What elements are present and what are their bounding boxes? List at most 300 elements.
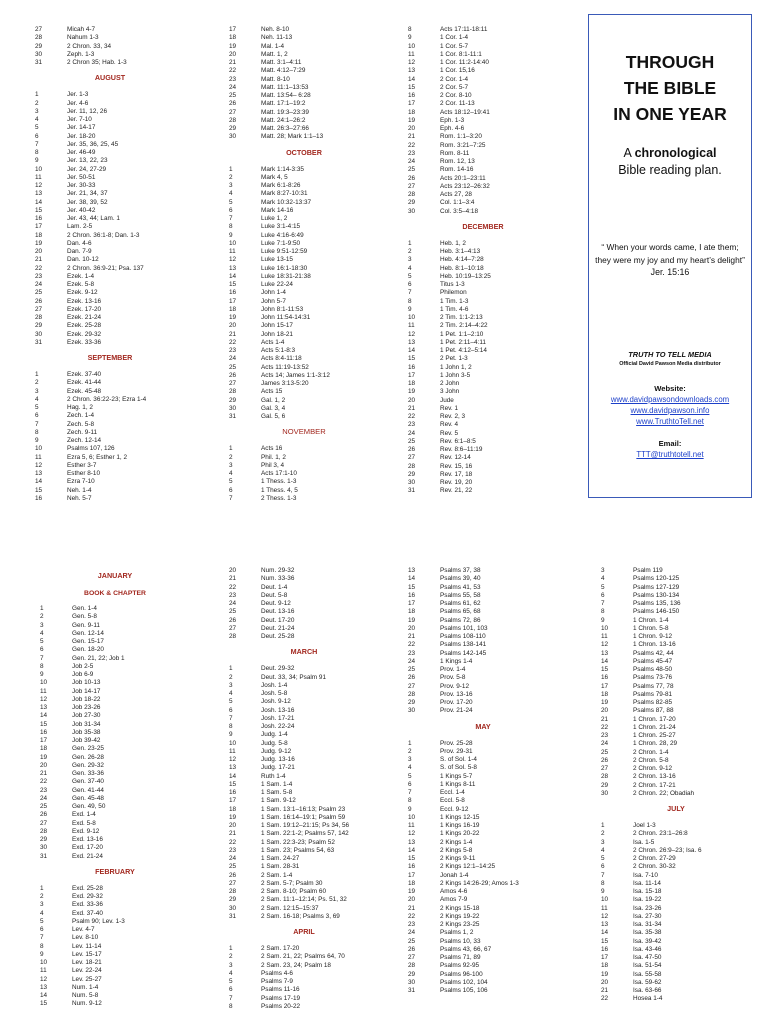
reading-passage: S. of Sol. 1-4	[440, 756, 477, 763]
reading-row	[229, 905, 379, 913]
day-number: 25	[229, 92, 237, 99]
day-number: 4	[408, 764, 412, 772]
reading-passage: Zech. 12-14	[67, 437, 102, 444]
reading-row	[229, 322, 379, 330]
day-number: 23	[229, 75, 237, 83]
reading-row	[229, 806, 379, 814]
reading-passage: Jonah 1-4	[440, 871, 469, 879]
reading-passage: Lev. 25-27	[72, 975, 102, 983]
reading-row	[40, 630, 190, 638]
day-number: 18	[408, 879, 416, 887]
month-heading: JANUARY	[97, 571, 133, 580]
reading-row	[35, 256, 185, 264]
day-number: 3	[40, 901, 44, 909]
reading-row	[408, 397, 558, 405]
day-number: 2	[229, 453, 233, 461]
title-line: IN ONE YEAR	[613, 104, 727, 124]
reading-passage: Job 14-17	[72, 687, 101, 695]
reading-passage: Judg. 9-12	[261, 747, 292, 755]
reading-row	[408, 575, 558, 583]
reading-passage: Lev. 15-17	[72, 950, 102, 958]
reading-row	[229, 248, 379, 256]
reading-row	[229, 567, 379, 575]
reading-row	[40, 688, 190, 696]
day-number: 2	[408, 248, 412, 255]
reading-passage: Jer. 43, 44; Lam. 1	[67, 215, 120, 222]
reading-passage: Isa. 23-26	[633, 904, 662, 912]
day-number: 17	[408, 871, 416, 879]
day-number: 22	[40, 778, 48, 786]
day-number: 20	[229, 322, 237, 330]
day-number: 1	[40, 605, 44, 612]
reading-passage: Hosea 1-4	[633, 995, 663, 1003]
reading-row	[408, 84, 558, 92]
day-number: 1	[229, 445, 233, 453]
reading-row	[35, 248, 185, 256]
day-number: 27	[229, 879, 237, 887]
reading-passage: Eph. 4-6	[440, 125, 465, 132]
reading-passage: Prov. 5-8	[440, 674, 466, 682]
reading-passage: Lev. 4-7	[72, 926, 95, 933]
day-number: 9	[601, 888, 605, 895]
day-number: 19	[229, 42, 237, 50]
reading-row	[408, 666, 558, 674]
day-number: 11	[408, 322, 415, 330]
reading-row	[601, 724, 751, 732]
reading-passage: Zech. 9-11	[67, 428, 98, 436]
column-jun-jul	[601, 567, 751, 1004]
reading-passage: Deut. 13-16	[261, 608, 295, 616]
day-number: 23	[229, 591, 237, 599]
reading-row	[35, 454, 185, 462]
day-number: 20	[229, 822, 237, 829]
reading-row	[601, 567, 751, 575]
reading-passage: Gen. 1-4	[72, 605, 97, 612]
reading-row	[601, 716, 751, 724]
reading-row	[408, 183, 558, 191]
reading-row	[35, 124, 185, 132]
day-number: 15	[408, 583, 416, 591]
reading-row	[40, 901, 190, 909]
reading-passage: 1 Kings 5-7	[440, 772, 473, 780]
reading-passage: Psalms 61, 62	[440, 600, 481, 607]
reading-passage: Gen. 26-28	[72, 753, 104, 761]
reading-row	[408, 51, 558, 59]
day-number: 30	[408, 707, 416, 715]
reading-row	[601, 707, 751, 715]
day-number: 25	[408, 937, 416, 945]
reading-row	[408, 913, 558, 921]
day-number: 31	[408, 487, 416, 495]
day-number: 27	[408, 954, 416, 961]
reading-passage: 2 Chron. 36:9-21; Psa. 137	[67, 264, 144, 272]
reading-row	[35, 59, 185, 67]
day-number: 8	[40, 942, 44, 950]
month-heading: AUGUST	[94, 73, 126, 83]
day-number: 19	[229, 813, 237, 821]
day-number: 10	[35, 445, 43, 453]
reading-passage: Exd. 37-40	[72, 909, 103, 917]
reading-passage: Prov. 29-31	[440, 747, 473, 755]
website-link[interactable]: www.davidpawsondownloads.com	[610, 395, 730, 404]
reading-row	[408, 479, 558, 487]
reading-row	[229, 232, 379, 240]
day-number: 6	[229, 986, 233, 994]
day-number: 15	[229, 281, 237, 288]
reading-passage: Acts 17:1-10	[261, 470, 297, 477]
reading-row	[229, 863, 379, 871]
day-number: 26	[601, 756, 609, 764]
day-number: 16	[601, 945, 609, 953]
day-number: 28	[408, 962, 416, 970]
reading-row	[35, 26, 185, 34]
reading-passage: Rom. 3:21–7:25	[440, 141, 486, 149]
column-sep-nov	[229, 26, 379, 503]
reading-passage: Acts 14; James 1:1-3:12	[261, 371, 330, 379]
reading-row	[35, 470, 185, 478]
reading-passage: Phil 3, 4	[261, 461, 285, 469]
reading-row	[601, 872, 751, 880]
day-number: 27	[35, 26, 43, 33]
day-number: 29	[229, 125, 237, 132]
day-number: 25	[40, 803, 48, 810]
reading-passage: 1 Sam. 9-12	[261, 797, 296, 805]
reading-row	[35, 289, 185, 297]
reading-row	[601, 896, 751, 904]
reading-row	[35, 273, 185, 281]
day-number: 5	[40, 638, 44, 645]
reading-passage: Ezra 5, 6; Esther 1, 2	[67, 453, 128, 461]
day-number: 11	[40, 687, 47, 695]
day-number: 12	[408, 330, 416, 338]
reading-row	[229, 190, 379, 198]
day-number: 24	[408, 657, 416, 665]
reading-passage: 2 Chron. 30-32	[633, 863, 676, 871]
reading-passage: 1 Cor. 1-4	[440, 34, 469, 42]
day-number: 18	[40, 745, 48, 753]
reading-row	[601, 666, 751, 674]
day-number: 29	[601, 781, 609, 789]
day-number: 14	[35, 198, 43, 206]
day-number: 10	[601, 624, 609, 632]
reading-row	[229, 913, 379, 921]
day-number: 12	[40, 695, 48, 703]
day-number: 11	[35, 173, 42, 181]
day-number: 8	[229, 1002, 233, 1010]
day-number: 14	[35, 478, 43, 486]
day-number: 25	[601, 748, 609, 756]
reading-passage: 2 Sam. 17-20	[261, 945, 300, 952]
reading-passage: Psalms 138-141	[440, 641, 487, 649]
day-number: 15	[40, 720, 48, 728]
day-number: 26	[229, 616, 237, 624]
reading-row	[601, 773, 751, 781]
day-number: 1	[408, 739, 412, 747]
reading-row	[35, 141, 185, 149]
reading-row	[408, 740, 558, 748]
reading-passage: 2 John	[440, 380, 460, 387]
reading-row	[40, 795, 190, 803]
day-number: 7	[229, 994, 233, 1002]
day-number: 11	[35, 453, 42, 461]
reading-row	[408, 847, 558, 855]
day-number: 29	[408, 970, 416, 978]
reading-row	[408, 158, 558, 166]
reading-passage: Psalms 43, 66, 67	[440, 945, 492, 953]
reading-row	[40, 787, 190, 795]
reading-passage: Mark 14-16	[261, 206, 294, 214]
reading-passage: Luke 18:31-21:38	[261, 272, 311, 280]
reading-row	[408, 880, 558, 888]
month-heading: OCTOBER	[286, 147, 322, 157]
reading-passage: Eph. 1-3	[440, 116, 465, 124]
reading-row	[408, 756, 558, 764]
reading-passage: Isa. 11-14	[633, 879, 661, 887]
day-number: 24	[229, 355, 237, 363]
day-number: 18	[408, 380, 416, 387]
day-number: 7	[35, 140, 39, 148]
reading-passage: Judg. 5-8	[261, 739, 288, 747]
day-number: 17	[229, 797, 237, 805]
day-number: 2	[35, 99, 39, 107]
day-number: 17	[601, 954, 609, 961]
reading-row	[40, 622, 190, 630]
reading-row	[601, 839, 751, 847]
reading-row	[229, 822, 379, 830]
reading-passage: Isa. 15-18	[633, 888, 662, 895]
reading-passage: John 11:54-14:31	[261, 314, 311, 321]
reading-passage: Matt. 8-10	[261, 75, 290, 83]
reading-passage: 1 Sam. 1-4	[261, 780, 293, 788]
day-number: 5	[601, 583, 605, 591]
reading-passage: 2 Chron. 1-4	[633, 748, 669, 756]
reading-passage: 1 Tim. 1-3	[440, 297, 469, 305]
reading-row	[35, 437, 185, 445]
day-number: 17	[229, 297, 237, 305]
day-number: 11	[408, 822, 415, 829]
reading-row	[229, 839, 379, 847]
reading-row	[35, 199, 185, 207]
reading-passage: Matt. 1, 2	[261, 50, 288, 58]
email-link[interactable]: TTT@truthtotell.net	[636, 450, 704, 459]
day-number: 28	[408, 690, 416, 698]
reading-passage: Acts 1-4	[261, 338, 285, 346]
reading-passage: 2 Sam. 5-7; Psalm 30	[261, 879, 323, 887]
reading-passage: 2 Chron. 22; Obadiah	[633, 789, 695, 797]
day-number: 22	[601, 995, 609, 1003]
reading-row	[601, 855, 751, 863]
reading-row	[40, 844, 190, 852]
reading-row	[408, 92, 558, 100]
reading-row	[601, 757, 751, 765]
day-number: 18	[229, 34, 237, 42]
reading-row	[408, 298, 558, 306]
day-number: 19	[229, 314, 237, 321]
day-number: 2	[229, 673, 233, 681]
reading-row	[229, 347, 379, 355]
reading-passage: Job 10-13	[72, 679, 101, 687]
column-aug-sep	[35, 26, 185, 503]
month-heading: NOVEMBER	[282, 427, 326, 437]
reading-row	[229, 43, 379, 51]
day-number: 3	[229, 961, 233, 969]
reading-row	[229, 740, 379, 748]
reading-passage: Judg. 13-16	[261, 756, 295, 763]
reading-row	[408, 691, 558, 699]
day-number: 13	[229, 264, 237, 272]
reading-passage: 2 Chron. 33, 34	[67, 42, 112, 50]
day-number: 25	[408, 166, 416, 174]
reading-passage: Ezek. 25-28	[67, 322, 102, 330]
reading-passage: S. of Sol. 5-8	[440, 764, 477, 772]
day-number: 10	[601, 896, 609, 904]
reading-row	[408, 421, 558, 429]
day-number: 27	[229, 108, 237, 116]
reading-row	[40, 638, 190, 646]
reading-passage: Matt. 28; Mark 1:1–13	[261, 133, 324, 141]
day-number: 25	[408, 666, 416, 673]
reading-row	[229, 608, 379, 616]
day-number: 14	[408, 846, 416, 854]
day-number: 7	[601, 600, 605, 607]
reading-passage: Exd. 17-20	[72, 844, 103, 852]
reading-passage: Rev. 4	[440, 421, 458, 429]
day-number: 18	[229, 305, 237, 313]
day-number: 6	[229, 486, 233, 494]
website-link[interactable]: www.davidpawson.info	[630, 406, 710, 415]
reading-row	[229, 215, 379, 223]
day-number: 3	[229, 461, 233, 469]
reading-passage: Gen. 49, 50	[72, 803, 106, 810]
reading-passage: Acts 16	[261, 445, 283, 453]
day-number: 24	[229, 855, 237, 862]
reading-passage: Jer. 40-42	[67, 206, 96, 214]
reading-row	[40, 754, 190, 762]
day-number: 20	[408, 624, 416, 632]
reading-row	[601, 674, 751, 682]
website-link[interactable]: www.TruthtoTell.net	[636, 417, 704, 426]
reading-row	[35, 314, 185, 322]
reading-row	[229, 166, 379, 174]
reading-row	[229, 1003, 379, 1011]
reading-passage: Matt. 11:1–13:53	[261, 83, 309, 91]
day-number: 2	[408, 747, 412, 755]
day-number: 28	[408, 191, 416, 198]
reading-row	[35, 240, 185, 248]
day-number: 21	[35, 256, 43, 264]
month-heading: DECEMBER	[462, 221, 504, 231]
reading-passage: Psalms 105, 106	[440, 987, 488, 994]
day-number: 4	[35, 395, 39, 403]
reading-row	[35, 396, 185, 404]
reading-passage: Psalms 48-50	[633, 666, 673, 673]
day-number: 10	[40, 959, 48, 966]
reading-row	[408, 938, 558, 946]
reading-passage: Isa. 63-66	[633, 987, 662, 994]
day-number: 12	[408, 59, 416, 66]
reading-row	[229, 265, 379, 273]
day-number: 18	[229, 805, 237, 813]
day-number: 28	[35, 34, 43, 42]
reading-row	[40, 918, 190, 926]
day-number: 21	[408, 404, 416, 412]
day-number: 22	[229, 338, 237, 346]
reading-row	[408, 600, 558, 608]
reading-row	[408, 487, 558, 495]
day-number: 6	[601, 591, 605, 599]
reading-passage: 1 Cor. 8:1-11:1	[440, 50, 482, 58]
reading-passage: Dan. 4-6	[67, 239, 92, 247]
reading-passage: 2 Sam. 23, 24; Psalm 18	[261, 961, 331, 969]
reading-row	[229, 388, 379, 396]
reading-passage: Josh. 1-4	[261, 681, 288, 689]
day-number: 27	[229, 380, 237, 387]
reading-passage: Psalms 101, 103	[440, 624, 488, 632]
reading-row	[229, 978, 379, 986]
day-number: 21	[408, 133, 416, 141]
reading-passage: Ezek. 37-40	[67, 371, 102, 378]
reading-row	[229, 59, 379, 67]
day-number: 1	[35, 91, 39, 99]
day-number: 15	[601, 666, 609, 673]
reading-row	[408, 971, 558, 979]
reading-row	[408, 133, 558, 141]
reading-row	[408, 191, 558, 199]
reading-row	[40, 910, 190, 918]
reading-row	[40, 828, 190, 836]
day-number: 29	[408, 699, 416, 706]
day-number: 18	[408, 108, 416, 116]
column-feb-apr	[229, 567, 379, 1011]
reading-row	[229, 872, 379, 880]
reading-row	[408, 797, 558, 805]
reading-row	[408, 150, 558, 158]
day-number: 20	[35, 248, 43, 255]
reading-row	[601, 962, 751, 970]
reading-passage: Exd. 29-32	[72, 893, 103, 900]
reading-passage: 2 Chron. 36:22-23; Ezra 1-4	[67, 395, 147, 403]
reading-row	[408, 773, 558, 781]
reading-row	[35, 91, 185, 99]
reading-row	[229, 592, 379, 600]
reading-passage: Job 39-42	[72, 737, 101, 744]
day-number: 9	[408, 805, 412, 813]
day-number: 23	[408, 921, 416, 928]
day-number: 15	[35, 206, 43, 214]
day-number: 21	[229, 575, 237, 583]
reading-row	[408, 830, 558, 838]
reading-row	[229, 633, 379, 641]
day-number: 31	[229, 912, 237, 920]
reading-row	[601, 691, 751, 699]
reading-row	[229, 289, 379, 297]
reading-passage: John 18-21	[261, 330, 293, 338]
reading-passage: Deut. 29-32	[261, 665, 295, 673]
reading-row	[35, 116, 185, 124]
reading-passage: John 1-4	[261, 289, 286, 297]
reading-passage: 2 Kings 15-18	[440, 904, 480, 912]
reading-row	[229, 314, 379, 322]
reading-passage: Psalms 130-134	[633, 591, 680, 599]
reading-row	[408, 929, 558, 937]
day-number: 1	[408, 239, 412, 247]
reading-passage: Gen. 15-17	[72, 638, 104, 645]
reading-passage: 2 Thess. 1-3	[261, 494, 297, 502]
reading-passage: Acts 5:1-8:3	[261, 347, 296, 354]
day-number: 6	[601, 863, 605, 871]
reading-passage: Heb. 4:14–7:28	[440, 256, 484, 264]
reading-passage: Ezra 7-10	[67, 478, 95, 486]
